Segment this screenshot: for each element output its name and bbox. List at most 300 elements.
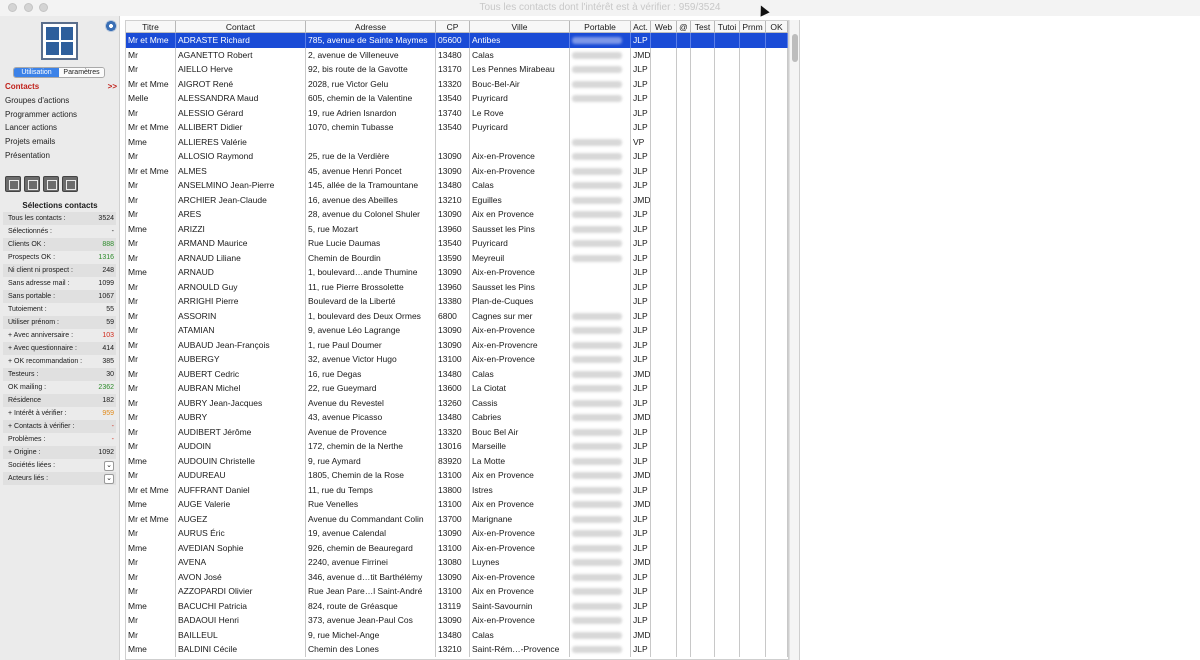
cell-flag[interactable] [766, 526, 788, 541]
column-header[interactable]: Portable [570, 21, 631, 32]
cell-flag[interactable] [677, 62, 691, 77]
cell-flag[interactable] [766, 613, 788, 628]
cell-flag[interactable] [715, 468, 740, 483]
cell-flag[interactable] [766, 309, 788, 324]
cell-flag[interactable] [715, 323, 740, 338]
cell-flag[interactable] [740, 483, 766, 498]
cell-flag[interactable] [740, 135, 766, 150]
cell-flag[interactable] [651, 48, 677, 63]
selection-item[interactable] [3, 459, 116, 472]
cell-flag[interactable] [740, 294, 766, 309]
cell-flag[interactable] [740, 120, 766, 135]
cell-flag[interactable] [715, 526, 740, 541]
cell-flag[interactable] [766, 77, 788, 92]
cell-flag[interactable] [651, 222, 677, 237]
cell-flag[interactable] [740, 62, 766, 77]
cell-flag[interactable] [740, 584, 766, 599]
menu-item[interactable] [5, 137, 117, 151]
cell-flag[interactable] [677, 77, 691, 92]
cell-flag[interactable] [677, 48, 691, 63]
cell-flag[interactable] [677, 555, 691, 570]
cell-flag[interactable] [740, 164, 766, 179]
selection-item[interactable] [3, 407, 116, 420]
cell-flag[interactable] [715, 555, 740, 570]
cell-flag[interactable] [715, 236, 740, 251]
cell-flag[interactable] [740, 106, 766, 121]
table-row[interactable] [126, 91, 788, 106]
cell-flag[interactable] [651, 120, 677, 135]
table-row[interactable] [126, 178, 788, 193]
cell-flag[interactable] [677, 135, 691, 150]
cell-flag[interactable] [766, 120, 788, 135]
cell-flag[interactable] [651, 526, 677, 541]
chevron-down-icon[interactable]: ⌄ [104, 474, 114, 484]
cell-flag[interactable] [677, 570, 691, 585]
table-row[interactable] [126, 628, 788, 643]
menu-item[interactable] [5, 82, 117, 96]
table-row[interactable] [126, 497, 788, 512]
cell-flag[interactable] [691, 338, 715, 353]
selection-item[interactable] [3, 355, 116, 368]
cell-flag[interactable] [766, 570, 788, 585]
cell-flag[interactable] [651, 541, 677, 556]
cell-flag[interactable] [740, 193, 766, 208]
cell-flag[interactable] [766, 222, 788, 237]
cell-flag[interactable] [651, 570, 677, 585]
cell-flag[interactable] [740, 91, 766, 106]
cell-flag[interactable] [740, 425, 766, 440]
cell-flag[interactable] [766, 642, 788, 657]
cell-flag[interactable] [691, 570, 715, 585]
cell-flag[interactable] [715, 193, 740, 208]
cell-flag[interactable] [691, 584, 715, 599]
cell-flag[interactable] [691, 251, 715, 266]
cell-flag[interactable] [651, 584, 677, 599]
cell-flag[interactable] [691, 410, 715, 425]
cell-flag[interactable] [715, 164, 740, 179]
cell-flag[interactable] [715, 570, 740, 585]
cell-flag[interactable] [651, 77, 677, 92]
selection-item[interactable] [3, 225, 116, 238]
archive-box-icon[interactable] [5, 176, 21, 192]
cell-flag[interactable] [766, 178, 788, 193]
cell-flag[interactable] [677, 265, 691, 280]
cell-flag[interactable] [651, 352, 677, 367]
cell-flag[interactable] [651, 280, 677, 295]
cell-flag[interactable] [766, 352, 788, 367]
cell-flag[interactable] [691, 512, 715, 527]
cell-flag[interactable] [766, 62, 788, 77]
table-row[interactable] [126, 164, 788, 179]
cell-flag[interactable] [651, 410, 677, 425]
cell-flag[interactable] [766, 338, 788, 353]
table-row[interactable] [126, 280, 788, 295]
cell-flag[interactable] [677, 497, 691, 512]
cell-flag[interactable] [691, 77, 715, 92]
cell-flag[interactable] [677, 425, 691, 440]
table-row[interactable] [126, 381, 788, 396]
cell-flag[interactable] [677, 584, 691, 599]
table-row[interactable] [126, 541, 788, 556]
column-header[interactable]: Titre [126, 21, 176, 32]
cell-flag[interactable] [740, 48, 766, 63]
cell-flag[interactable] [766, 323, 788, 338]
table-row[interactable] [126, 439, 788, 454]
cell-flag[interactable] [677, 483, 691, 498]
cell-flag[interactable] [677, 613, 691, 628]
column-header[interactable]: Tutoi [715, 21, 740, 32]
cell-flag[interactable] [766, 555, 788, 570]
cell-flag[interactable] [651, 178, 677, 193]
cell-flag[interactable] [766, 454, 788, 469]
cell-flag[interactable] [677, 149, 691, 164]
cell-flag[interactable] [691, 642, 715, 657]
cell-flag[interactable] [651, 497, 677, 512]
cell-flag[interactable] [740, 526, 766, 541]
table-row[interactable] [126, 149, 788, 164]
cell-flag[interactable] [766, 396, 788, 411]
cell-flag[interactable] [766, 280, 788, 295]
cell-flag[interactable] [691, 367, 715, 382]
column-header[interactable]: Contact [176, 21, 306, 32]
cell-flag[interactable] [651, 323, 677, 338]
table-row[interactable] [126, 454, 788, 469]
table-row[interactable] [126, 410, 788, 425]
cell-flag[interactable] [740, 555, 766, 570]
cell-flag[interactable] [766, 367, 788, 382]
cell-flag[interactable] [691, 613, 715, 628]
cell-flag[interactable] [691, 396, 715, 411]
cell-flag[interactable] [766, 91, 788, 106]
table-row[interactable] [126, 642, 788, 657]
cell-flag[interactable] [651, 33, 677, 48]
table-row[interactable] [126, 309, 788, 324]
selection-item[interactable] [3, 264, 116, 277]
cell-flag[interactable] [715, 149, 740, 164]
cell-flag[interactable] [740, 454, 766, 469]
cell-flag[interactable] [766, 410, 788, 425]
cell-flag[interactable] [715, 396, 740, 411]
cell-flag[interactable] [740, 599, 766, 614]
cell-flag[interactable] [691, 280, 715, 295]
selection-item[interactable] [3, 368, 116, 381]
table-row[interactable] [126, 584, 788, 599]
cell-flag[interactable] [715, 207, 740, 222]
tab-utilisation[interactable]: Utilisation [14, 68, 59, 77]
cell-flag[interactable] [691, 541, 715, 556]
selection-item[interactable] [3, 251, 116, 264]
cell-flag[interactable] [740, 497, 766, 512]
cell-flag[interactable] [677, 33, 691, 48]
cell-flag[interactable] [691, 454, 715, 469]
cell-flag[interactable] [651, 149, 677, 164]
table-row[interactable] [126, 468, 788, 483]
selection-item[interactable] [3, 290, 116, 303]
cell-flag[interactable] [715, 497, 740, 512]
cell-flag[interactable] [715, 91, 740, 106]
column-header[interactable]: Test [691, 21, 715, 32]
cell-flag[interactable] [651, 613, 677, 628]
cell-flag[interactable] [651, 309, 677, 324]
cell-flag[interactable] [691, 323, 715, 338]
cell-flag[interactable] [715, 642, 740, 657]
cell-flag[interactable] [740, 468, 766, 483]
cell-flag[interactable] [651, 555, 677, 570]
selection-item[interactable] [3, 446, 116, 459]
cell-flag[interactable] [677, 120, 691, 135]
column-header[interactable]: Web [651, 21, 677, 32]
cell-flag[interactable] [691, 33, 715, 48]
chevron-down-icon[interactable]: ⌄ [104, 461, 114, 471]
cell-flag[interactable] [677, 628, 691, 643]
table-row[interactable] [126, 120, 788, 135]
cell-flag[interactable] [677, 541, 691, 556]
selection-item[interactable] [3, 381, 116, 394]
cell-flag[interactable] [766, 483, 788, 498]
cell-flag[interactable] [740, 33, 766, 48]
cell-flag[interactable] [651, 642, 677, 657]
menu-item[interactable] [5, 110, 117, 124]
cell-flag[interactable] [677, 642, 691, 657]
cell-flag[interactable] [715, 48, 740, 63]
cell-flag[interactable] [766, 425, 788, 440]
cell-flag[interactable] [691, 381, 715, 396]
cell-flag[interactable] [715, 512, 740, 527]
cell-flag[interactable] [691, 265, 715, 280]
cell-flag[interactable] [715, 352, 740, 367]
column-header[interactable]: Prnm [740, 21, 766, 32]
cell-flag[interactable] [691, 120, 715, 135]
column-header[interactable]: Ville [470, 21, 570, 32]
menu-item[interactable] [5, 123, 117, 137]
menu-item[interactable] [5, 151, 117, 165]
table-row[interactable] [126, 483, 788, 498]
cell-flag[interactable] [740, 410, 766, 425]
cell-flag[interactable] [651, 91, 677, 106]
cell-flag[interactable] [715, 294, 740, 309]
cell-flag[interactable] [715, 628, 740, 643]
cell-flag[interactable] [651, 599, 677, 614]
table-row[interactable] [126, 251, 788, 266]
cell-flag[interactable] [651, 294, 677, 309]
cell-flag[interactable] [740, 613, 766, 628]
cell-flag[interactable] [677, 294, 691, 309]
table-row[interactable] [126, 599, 788, 614]
cell-flag[interactable] [677, 381, 691, 396]
cell-flag[interactable] [651, 628, 677, 643]
selection-item[interactable] [3, 342, 116, 355]
table-scrollbar[interactable] [789, 20, 800, 660]
table-row[interactable] [126, 135, 788, 150]
menu-item[interactable] [5, 96, 117, 110]
cell-flag[interactable] [740, 628, 766, 643]
table-row[interactable] [126, 33, 788, 48]
cell-flag[interactable] [651, 62, 677, 77]
cell-flag[interactable] [651, 396, 677, 411]
cell-flag[interactable] [651, 135, 677, 150]
cell-flag[interactable] [766, 468, 788, 483]
cell-flag[interactable] [715, 120, 740, 135]
cell-flag[interactable] [740, 338, 766, 353]
cell-flag[interactable] [651, 381, 677, 396]
cell-flag[interactable] [715, 367, 740, 382]
cell-flag[interactable] [715, 33, 740, 48]
cell-flag[interactable] [715, 222, 740, 237]
cell-flag[interactable] [677, 280, 691, 295]
column-header[interactable]: OK [766, 21, 788, 32]
cell-flag[interactable] [766, 236, 788, 251]
tab-parametres[interactable]: Paramètres [59, 68, 104, 77]
cell-flag[interactable] [740, 512, 766, 527]
selection-item[interactable] [3, 212, 116, 225]
cell-flag[interactable] [766, 381, 788, 396]
cell-flag[interactable] [740, 236, 766, 251]
table-row[interactable] [126, 555, 788, 570]
cell-flag[interactable] [651, 454, 677, 469]
cell-flag[interactable] [715, 338, 740, 353]
cell-flag[interactable] [715, 280, 740, 295]
table-row[interactable] [126, 425, 788, 440]
cell-flag[interactable] [677, 91, 691, 106]
cell-flag[interactable] [691, 62, 715, 77]
selection-item[interactable] [3, 394, 116, 407]
cell-flag[interactable] [691, 497, 715, 512]
cell-flag[interactable] [715, 425, 740, 440]
cell-flag[interactable] [691, 164, 715, 179]
cell-flag[interactable] [651, 164, 677, 179]
table-row[interactable] [126, 323, 788, 338]
cell-flag[interactable] [651, 439, 677, 454]
cell-flag[interactable] [715, 251, 740, 266]
cell-flag[interactable] [766, 599, 788, 614]
cell-flag[interactable] [691, 48, 715, 63]
cell-flag[interactable] [677, 439, 691, 454]
cell-flag[interactable] [691, 135, 715, 150]
table-row[interactable] [126, 265, 788, 280]
cell-flag[interactable] [691, 599, 715, 614]
cell-flag[interactable] [651, 193, 677, 208]
table-row[interactable] [126, 222, 788, 237]
cell-flag[interactable] [677, 251, 691, 266]
cell-flag[interactable] [677, 164, 691, 179]
cell-flag[interactable] [766, 149, 788, 164]
cell-flag[interactable] [677, 468, 691, 483]
cell-flag[interactable] [715, 541, 740, 556]
cell-flag[interactable] [740, 309, 766, 324]
cell-flag[interactable] [766, 628, 788, 643]
selection-item[interactable] [3, 277, 116, 290]
cell-flag[interactable] [677, 599, 691, 614]
cell-flag[interactable] [766, 251, 788, 266]
cell-flag[interactable] [677, 178, 691, 193]
cell-flag[interactable] [715, 613, 740, 628]
table-row[interactable] [126, 236, 788, 251]
cell-flag[interactable] [677, 367, 691, 382]
cell-flag[interactable] [766, 106, 788, 121]
cell-flag[interactable] [766, 48, 788, 63]
cell-flag[interactable] [766, 584, 788, 599]
selection-item[interactable] [3, 472, 116, 485]
cell-flag[interactable] [740, 439, 766, 454]
cell-flag[interactable] [691, 309, 715, 324]
cell-flag[interactable] [740, 280, 766, 295]
cell-flag[interactable] [651, 265, 677, 280]
cell-flag[interactable] [651, 251, 677, 266]
cell-flag[interactable] [715, 178, 740, 193]
cell-flag[interactable] [715, 309, 740, 324]
cell-flag[interactable] [766, 541, 788, 556]
selection-item[interactable] [3, 238, 116, 251]
cell-flag[interactable] [740, 570, 766, 585]
cell-flag[interactable] [677, 323, 691, 338]
cell-flag[interactable] [715, 62, 740, 77]
cell-flag[interactable] [651, 106, 677, 121]
cell-flag[interactable] [651, 483, 677, 498]
cell-flag[interactable] [691, 178, 715, 193]
cell-flag[interactable] [715, 584, 740, 599]
cell-flag[interactable] [677, 222, 691, 237]
cell-flag[interactable] [691, 425, 715, 440]
cell-flag[interactable] [691, 483, 715, 498]
table-row[interactable] [126, 193, 788, 208]
table-row[interactable] [126, 352, 788, 367]
table-row[interactable] [126, 207, 788, 222]
cell-flag[interactable] [715, 439, 740, 454]
cell-flag[interactable] [691, 149, 715, 164]
table-row[interactable] [126, 338, 788, 353]
cell-flag[interactable] [715, 454, 740, 469]
cell-flag[interactable] [715, 410, 740, 425]
cell-flag[interactable] [691, 236, 715, 251]
table-row[interactable] [126, 512, 788, 527]
table-row[interactable] [126, 526, 788, 541]
cell-flag[interactable] [651, 512, 677, 527]
cell-flag[interactable] [740, 149, 766, 164]
cell-flag[interactable] [651, 207, 677, 222]
cell-flag[interactable] [677, 352, 691, 367]
cell-flag[interactable] [766, 497, 788, 512]
table-row[interactable] [126, 77, 788, 92]
cell-flag[interactable] [677, 396, 691, 411]
cell-flag[interactable] [677, 338, 691, 353]
cell-flag[interactable] [677, 526, 691, 541]
cell-flag[interactable] [677, 106, 691, 121]
settings-gear-icon[interactable] [105, 20, 117, 32]
cell-flag[interactable] [691, 555, 715, 570]
cell-flag[interactable] [651, 338, 677, 353]
selection-item[interactable] [3, 433, 116, 446]
table-row[interactable] [126, 613, 788, 628]
cell-flag[interactable] [677, 512, 691, 527]
cell-flag[interactable] [740, 352, 766, 367]
export-document-icon[interactable] [62, 176, 78, 192]
cell-flag[interactable] [766, 439, 788, 454]
cell-flag[interactable] [651, 236, 677, 251]
trash-icon[interactable] [24, 176, 40, 192]
selection-item[interactable] [3, 329, 116, 342]
cell-flag[interactable] [715, 106, 740, 121]
cell-flag[interactable] [715, 135, 740, 150]
column-header[interactable]: Act. [631, 21, 651, 32]
table-row[interactable] [126, 48, 788, 63]
cell-flag[interactable] [766, 135, 788, 150]
cell-flag[interactable] [740, 178, 766, 193]
cell-flag[interactable] [715, 483, 740, 498]
selection-item[interactable] [3, 420, 116, 433]
cell-flag[interactable] [740, 541, 766, 556]
table-row[interactable] [126, 367, 788, 382]
cell-flag[interactable] [740, 396, 766, 411]
